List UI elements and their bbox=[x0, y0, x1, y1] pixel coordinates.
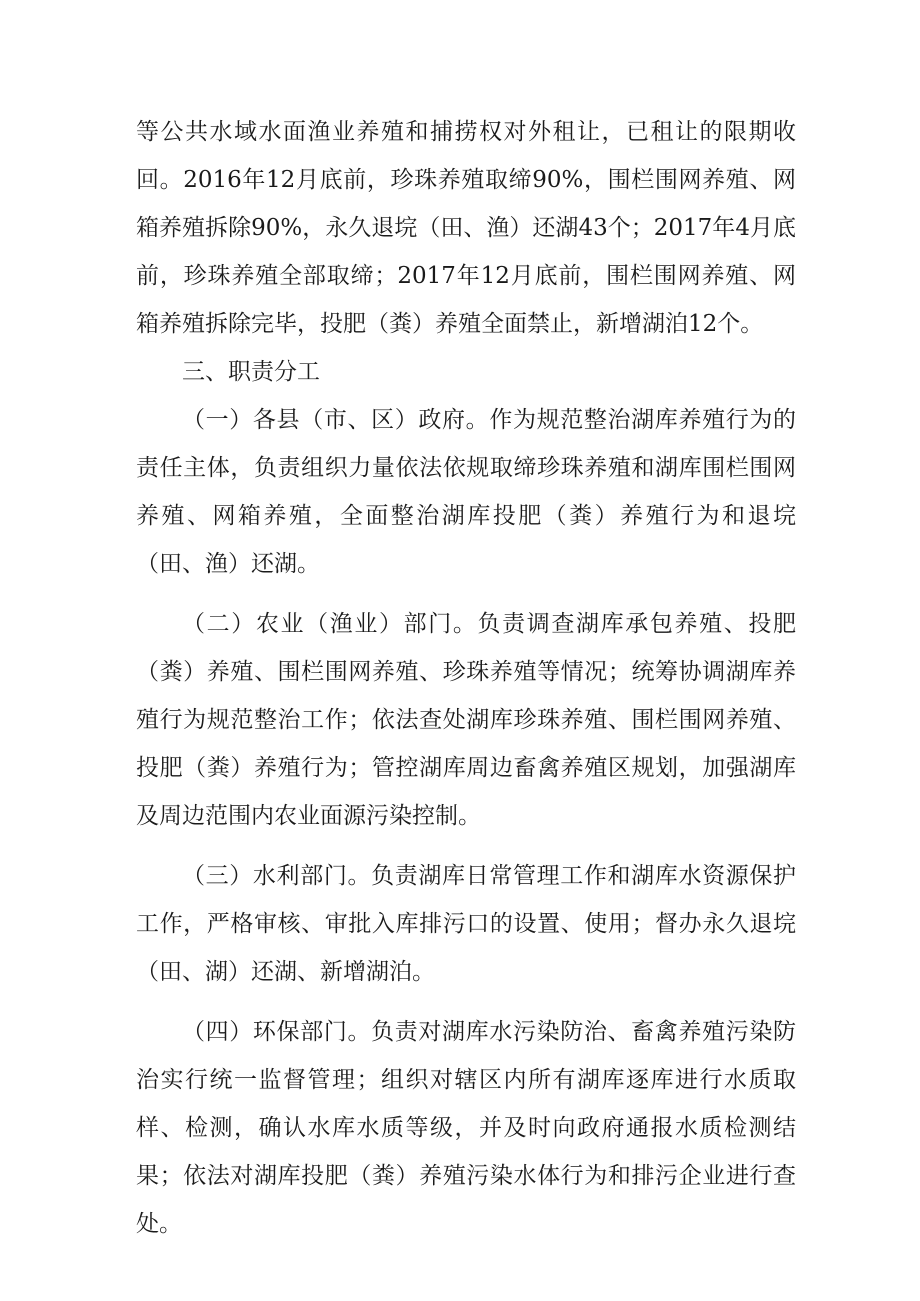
paragraph-duty-county-government: （一）各县（市、区）政府。作为规范整治湖库养殖行为的责任主体，负责组织力量依法依规取缔珍珠养殖和湖库围栏围网养殖、网箱养殖，全面整治湖库投肥（粪）养殖行为和退垸（田、渔）还湖。 bbox=[136, 407, 796, 577]
paragraph-duty-environment: （四）环保部门。负责对湖库水污染防治、畜禽养殖污染防治实行统一监督管理；组织对辖区内所有湖库逐库进行水质取样、检测，确认水库水质等级，并及时向政府通报水质检测结果；依法对湖库投肥（粪）养殖污染水体行为和排污企业进行查处。 bbox=[136, 1019, 796, 1237]
document-body bbox=[136, 108, 796, 1248]
paragraph-duty-water-resources: （三）水利部门。负责湖库日常管理工作和湖库水资源保护工作，严格审核、审批入库排污口的设置、使用；督办永久退垸（田、湖）还湖、新增湖泊。 bbox=[136, 863, 796, 985]
paragraph-intro-continued: 等公共水域水面渔业养殖和捕捞权对外租让，已租让的限期收回。2016年12月底前，珍珠养殖取缔90%，围栏围网养殖、网箱养殖拆除90%，永久退垸（田、渔）还湖43个；2017年4月底前，珍珠养殖全部取缔；2017年12月底前，围栏围网养殖、网箱养殖拆除完毕，投肥（粪）养殖全面禁止，新增湖泊12个。 bbox=[136, 119, 796, 337]
section-heading: 三、职责分工 bbox=[182, 359, 320, 385]
paragraph-duty-agriculture: （二）农业（渔业）部门。负责调查湖库承包养殖、投肥（粪）养殖、围栏围网养殖、珍珠养殖等情况；统筹协调湖库养殖行为规范整治工作；依法查处湖库珍珠养殖、围栏围网养殖、投肥（粪）养殖行为；管控湖库周边畜禽养殖区规划，加强湖库及周边范围内农业面源污染控制。 bbox=[136, 611, 796, 829]
